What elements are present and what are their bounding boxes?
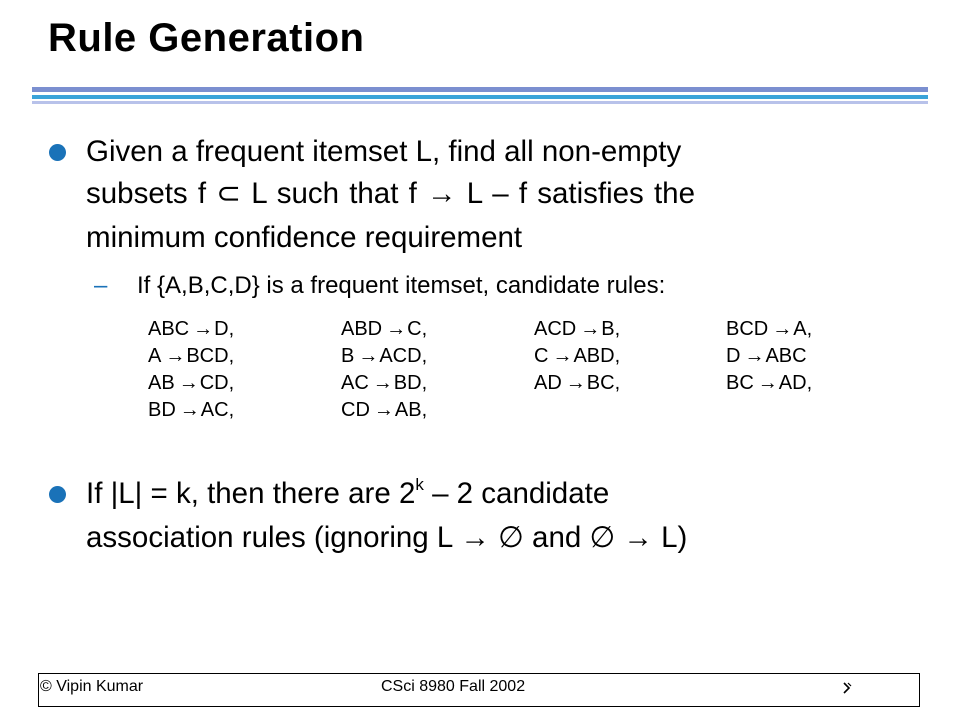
- bullet-dot-1: [49, 144, 66, 161]
- rule-arrow: →: [772, 318, 793, 340]
- candidate-rule: [534, 370, 620, 396]
- title-rule-dark: [32, 87, 928, 92]
- candidate-rule: [148, 316, 234, 342]
- rule-consequent: ABC: [765, 345, 807, 367]
- candidate-rule: [341, 370, 427, 396]
- exponent-k: k: [415, 475, 424, 494]
- bullet-2-text-a: If |L| = k, then there are 2: [86, 477, 416, 510]
- bullet-2-and: and: [532, 521, 582, 554]
- rule-consequent: AC,: [200, 399, 235, 421]
- rule-consequent: AB,: [394, 399, 428, 421]
- rule-arrow: →: [744, 345, 765, 367]
- rule-arrow: →: [580, 318, 601, 340]
- rule-arrow: →: [552, 345, 573, 367]
- rule-antecedent: B: [341, 345, 355, 367]
- rule-arrow: →: [757, 372, 778, 394]
- arrow-symbol: →: [427, 177, 457, 210]
- rule-arrow: →: [179, 399, 200, 421]
- arrow-symbol-2: →: [460, 521, 490, 554]
- bullet-1-text-a: subsets f: [86, 177, 207, 210]
- page-title: Rule Generation: [48, 16, 365, 60]
- rule-arrow: →: [372, 372, 393, 394]
- rule-arrow: →: [386, 318, 407, 340]
- bullet-1-text-c: L – f satisfies the: [466, 177, 695, 210]
- rule-antecedent: ABC: [148, 318, 190, 340]
- title-rule-mid: [32, 95, 928, 99]
- rule-arrow: →: [565, 372, 586, 394]
- bullet-dot-2: [49, 486, 66, 503]
- rule-arrow: →: [178, 372, 199, 394]
- candidate-rule: [534, 343, 620, 369]
- rule-arrow: →: [373, 399, 394, 421]
- candidate-rule: [726, 343, 807, 369]
- bullet-2-text-d: L): [661, 521, 688, 554]
- rule-consequent: ABD,: [573, 345, 621, 367]
- title-rule-light: [32, 101, 928, 104]
- rule-antecedent: BCD: [726, 318, 769, 340]
- rule-consequent: AD,: [778, 372, 813, 394]
- rule-consequent: B,: [601, 318, 621, 340]
- rule-antecedent: CD: [341, 399, 370, 421]
- rule-arrow: →: [165, 345, 186, 367]
- rule-antecedent: BD: [148, 399, 176, 421]
- rule-antecedent: AD: [534, 372, 562, 394]
- rule-antecedent: D: [726, 345, 741, 367]
- candidate-rule: [148, 397, 234, 423]
- candidate-rule: [341, 397, 427, 423]
- bullet-1-line-1: Given a frequent itemset L, find all non-empty: [86, 135, 682, 168]
- rule-consequent: ACD,: [379, 345, 428, 367]
- candidate-rule: [148, 343, 234, 369]
- rule-arrow: →: [193, 318, 214, 340]
- rule-antecedent: A: [148, 345, 162, 367]
- rule-consequent: D,: [214, 318, 235, 340]
- bullet-1-text-b: L such that f: [251, 177, 417, 210]
- rule-antecedent: ACD: [534, 318, 577, 340]
- empty-set-symbol-2: ∅: [589, 521, 616, 554]
- rule-consequent: CD,: [199, 372, 235, 394]
- bullet-2-text-c: association rules (ignoring L: [86, 521, 453, 554]
- bullet-1-line-3: minimum confidence requirement: [86, 221, 523, 254]
- candidate-rule: [534, 316, 620, 342]
- bullet-1-line-2: [86, 174, 695, 214]
- rule-consequent: BC,: [586, 372, 621, 394]
- footer-course: CSci 8980 Fall 2002: [381, 678, 526, 695]
- candidate-rule: [148, 370, 234, 396]
- sub-bullet-dash: –: [94, 272, 108, 299]
- rule-consequent: BCD,: [186, 345, 235, 367]
- arrow-symbol-3: →: [623, 521, 653, 554]
- bullet-2-text-b: – 2 candidate: [432, 477, 610, 510]
- rule-consequent: A,: [793, 318, 813, 340]
- footer-author: © Vipin Kumar: [40, 678, 144, 695]
- rule-consequent: C,: [407, 318, 428, 340]
- rule-antecedent: C: [534, 345, 549, 367]
- rule-antecedent: BC: [726, 372, 754, 394]
- bullet-2-line-2: [86, 518, 687, 558]
- candidate-rule: [341, 343, 427, 369]
- subset-symbol: ⊂: [216, 177, 241, 210]
- page-number-icon: [842, 680, 852, 696]
- rule-antecedent: ABD: [341, 318, 383, 340]
- rule-antecedent: AB: [148, 372, 175, 394]
- candidate-rule: [341, 316, 427, 342]
- candidate-rule: [726, 370, 812, 396]
- empty-set-symbol-1: ∅: [498, 521, 524, 554]
- rule-consequent: BD,: [393, 372, 428, 394]
- rule-antecedent: AC: [341, 372, 369, 394]
- candidate-rule: [726, 316, 812, 342]
- rule-arrow: →: [358, 345, 379, 367]
- sub-bullet-text: If {A,B,C,D} is a frequent itemset, candidate rules:: [137, 272, 666, 299]
- bullet-2-line-1: [86, 474, 609, 514]
